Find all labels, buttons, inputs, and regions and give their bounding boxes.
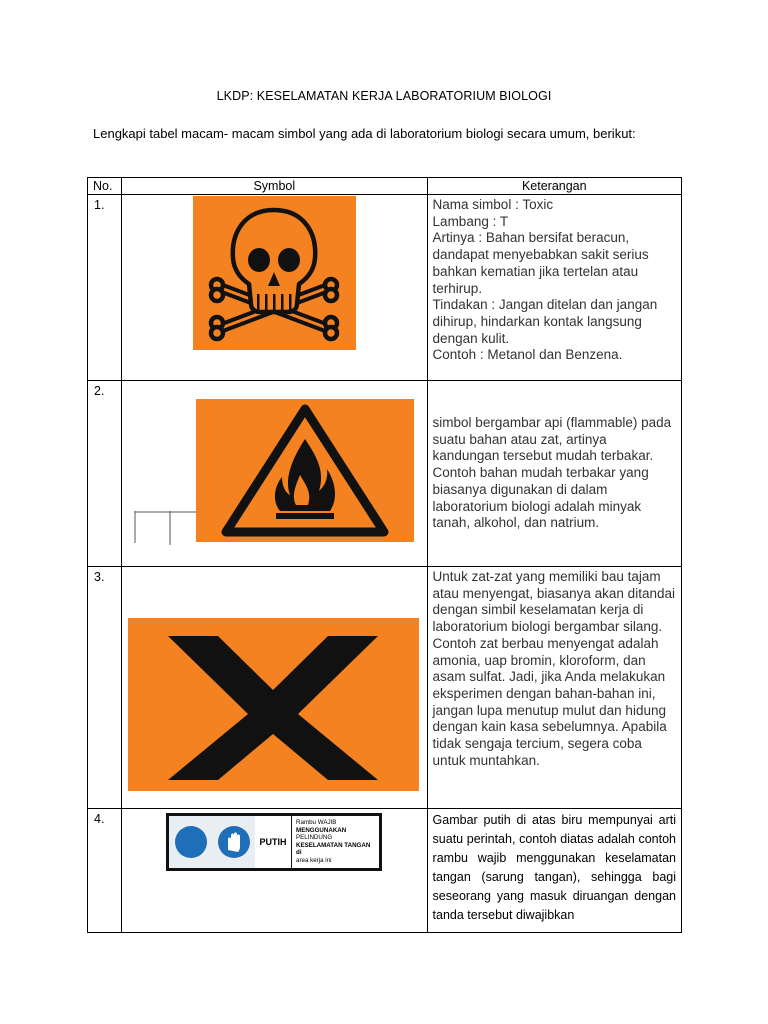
symbol-table bbox=[87, 177, 682, 933]
header-no: No. bbox=[88, 178, 122, 195]
wear-gloves-sign-icon bbox=[166, 813, 382, 871]
blue-circle-icon bbox=[174, 825, 208, 859]
table-row bbox=[88, 809, 682, 933]
header-keterangan: Keterangan bbox=[427, 178, 681, 195]
table-header-row bbox=[88, 178, 682, 195]
scan-artifact bbox=[134, 511, 204, 543]
row-number: 4. bbox=[88, 809, 122, 933]
row-number: 1. bbox=[88, 195, 122, 381]
sign-text-line: area kerja ini bbox=[296, 856, 332, 864]
sign-color-word: PUTIH bbox=[259, 837, 287, 847]
sign-text-line: PELINDUNG bbox=[296, 834, 333, 842]
intro-text: Lengkapi tabel macam- macam simbol yang ada di laboratorium biologi secara umum, berikut: bbox=[93, 126, 636, 141]
glove-icon bbox=[217, 825, 251, 859]
flammable-icon bbox=[196, 399, 414, 542]
toxic-skull-icon bbox=[193, 196, 356, 350]
symbol-cell bbox=[122, 195, 428, 381]
sign-text bbox=[291, 816, 379, 868]
sign-symbols bbox=[169, 816, 255, 868]
sign-text-line: MENGGUNAKAN bbox=[296, 826, 347, 834]
sign-text-line: KESELAMATAN TANGAN di bbox=[296, 841, 371, 857]
table-row bbox=[88, 567, 682, 809]
irritant-cross-icon bbox=[128, 618, 419, 791]
symbol-cell bbox=[122, 809, 428, 933]
table-row bbox=[88, 381, 682, 567]
description-cell: Nama simbol : Toxic Lambang : T Artinya : Bahan bersifat beracun, dandapat menyebabkan sakit serius bahkan kematian jika tertelan atau terhirup. Tindakan : Jangan ditelan dan jangan dihirup, hindarkan kontak langsung dengan kulit. Contoh : Metanol dan Benzena. bbox=[427, 195, 681, 381]
description-cell: Untuk zat-zat yang memiliki bau tajam atau menyengat, biasanya akan ditandai dengan simbil keselamatan kerja di laboratorium biologi bergambar silang. Contoh zat berbau menyengat adalah amonia, uap bromin, kloroform, dan asam sulfat. Jadi, jika Anda melakukan eksperimen dengan bahan-bahan ini, jangan lupa menutup mulut dan hidung dengan kain kasa sebelumnya. Apabila tidak sengaja tercium, segera coba untuk muntahkan. bbox=[427, 567, 681, 809]
row-number: 2. bbox=[88, 381, 122, 567]
description-cell: Gambar putih di atas biru mempunyai arti suatu perintah, contoh diatas adalah contoh rambu wajib menggunakan keselamatan tangan (sarung tangan), sehingga bagi seseorang yang masuk diruangan dengan tanda tersebut diwajibkan bbox=[427, 809, 681, 933]
header-symbol: Symbol bbox=[122, 178, 428, 195]
row-number: 3. bbox=[88, 567, 122, 809]
symbol-cell bbox=[122, 567, 428, 809]
table-row bbox=[88, 195, 682, 381]
document-title: LKDP: KESELAMATAN KERJA LABORATORIUM BIOLOGI bbox=[216, 89, 552, 103]
description-cell: simbol bergambar api (flammable) pada suatu bahan atau zat, artinya kandungan tersebut mudah terbakar. Contoh bahan mudah terbakar yang biasanya digunakan di dalam laboratorium biologi adalah minyak tanah, alkohol, dan natrium. bbox=[427, 381, 681, 567]
symbol-cell bbox=[122, 381, 428, 567]
sign-text-line: Rambu WAJIB bbox=[296, 819, 337, 826]
